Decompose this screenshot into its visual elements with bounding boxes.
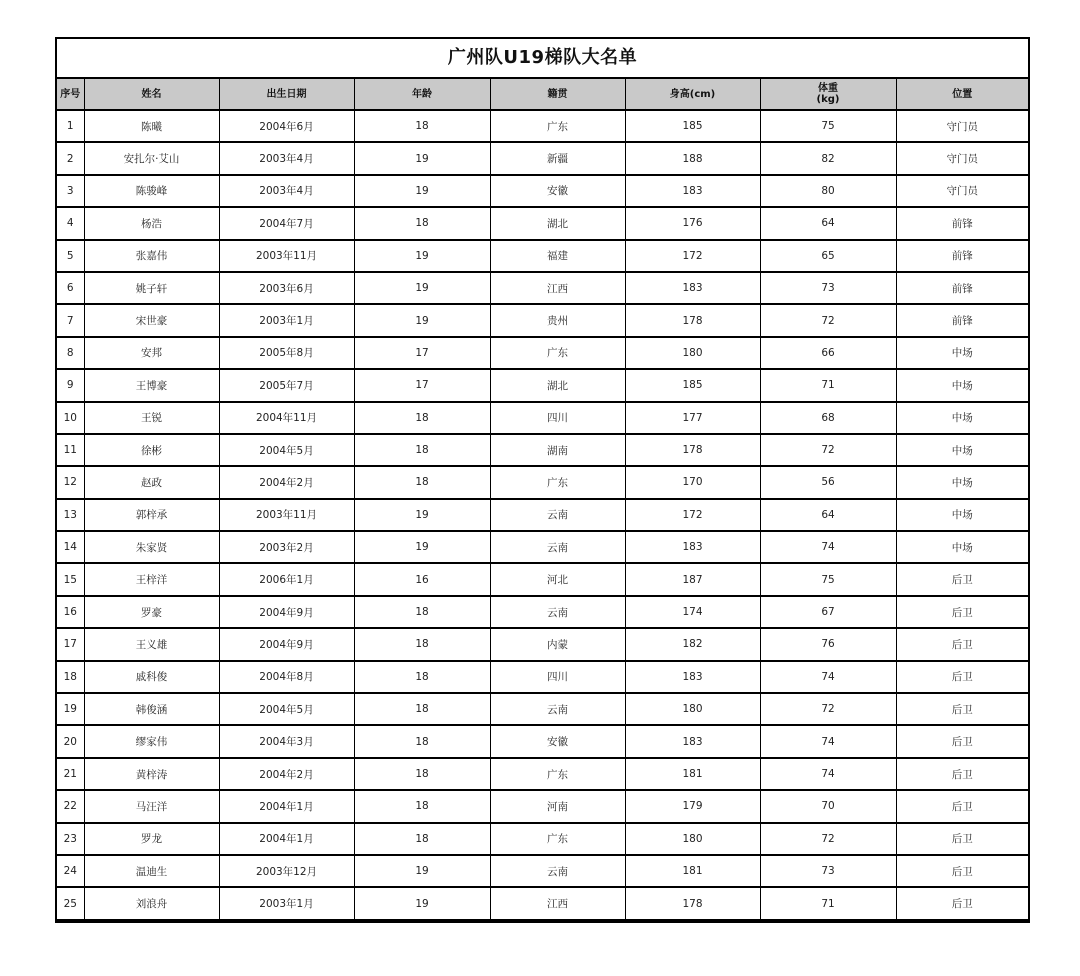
cell-height: 180: [625, 693, 760, 725]
cell-position: 后卫: [896, 887, 1028, 919]
table-row: [57, 499, 1028, 531]
cell-no: 15: [57, 563, 84, 595]
cell-weight: 74: [760, 661, 896, 693]
cell-origin: 湖北: [490, 369, 625, 401]
cell-position: 中场: [896, 369, 1028, 401]
cell-dob: 2005年7月: [219, 369, 354, 401]
cell-origin: 河北: [490, 563, 625, 595]
cell-dob: 2004年3月: [219, 725, 354, 757]
cell-weight: 75: [760, 110, 896, 142]
cell-height: 174: [625, 596, 760, 628]
cell-no: 2: [57, 142, 84, 174]
cell-no: 22: [57, 790, 84, 822]
cell-age: 19: [354, 272, 490, 304]
cell-height: 183: [625, 661, 760, 693]
cell-weight: 82: [760, 142, 896, 174]
cell-no: 20: [57, 725, 84, 757]
cell-position: 后卫: [896, 693, 1028, 725]
cell-age: 18: [354, 207, 490, 239]
cell-origin: 云南: [490, 531, 625, 563]
cell-position: 守门员: [896, 175, 1028, 207]
cell-age: 19: [354, 175, 490, 207]
table-row: [57, 758, 1028, 790]
cell-dob: 2004年6月: [219, 110, 354, 142]
cell-no: 6: [57, 272, 84, 304]
cell-origin: 新疆: [490, 142, 625, 174]
cell-position: 后卫: [896, 628, 1028, 660]
cell-weight: 75: [760, 563, 896, 595]
cell-height: 179: [625, 790, 760, 822]
table-row: [57, 855, 1028, 887]
cell-origin: 四川: [490, 661, 625, 693]
table-row: [57, 207, 1028, 239]
cell-weight: 74: [760, 758, 896, 790]
cell-age: 19: [354, 240, 490, 272]
cell-origin: 湖南: [490, 434, 625, 466]
cell-age: 17: [354, 337, 490, 369]
cell-weight: 73: [760, 272, 896, 304]
cell-weight: 67: [760, 596, 896, 628]
cell-no: 11: [57, 434, 84, 466]
cell-height: 183: [625, 175, 760, 207]
table-row: [57, 725, 1028, 757]
cell-origin: 四川: [490, 402, 625, 434]
cell-height: 177: [625, 402, 760, 434]
cell-no: 14: [57, 531, 84, 563]
cell-weight: 71: [760, 369, 896, 401]
cell-weight: 74: [760, 531, 896, 563]
cell-weight: 70: [760, 790, 896, 822]
cell-age: 18: [354, 758, 490, 790]
cell-position: 中场: [896, 499, 1028, 531]
roster-table: [57, 79, 1028, 921]
cell-weight: 56: [760, 466, 896, 498]
cell-no: 16: [57, 596, 84, 628]
cell-name: 王义雄: [84, 628, 219, 660]
cell-position: 后卫: [896, 563, 1028, 595]
cell-name: 张嘉伟: [84, 240, 219, 272]
cell-dob: 2003年6月: [219, 272, 354, 304]
cell-no: 5: [57, 240, 84, 272]
table-row: [57, 823, 1028, 855]
cell-no: 9: [57, 369, 84, 401]
column-header-dob: 出生日期: [219, 79, 354, 110]
cell-name: 陈骏峰: [84, 175, 219, 207]
cell-no: 10: [57, 402, 84, 434]
cell-origin: 安徽: [490, 725, 625, 757]
column-header-weight: [760, 79, 896, 110]
cell-no: 23: [57, 823, 84, 855]
cell-origin: 江西: [490, 887, 625, 919]
cell-age: 18: [354, 790, 490, 822]
cell-dob: 2004年2月: [219, 466, 354, 498]
cell-position: 中场: [896, 337, 1028, 369]
cell-height: 183: [625, 531, 760, 563]
cell-height: 172: [625, 499, 760, 531]
cell-name: 陈曦: [84, 110, 219, 142]
cell-height: 172: [625, 240, 760, 272]
cell-name: 王锐: [84, 402, 219, 434]
table-row: [57, 628, 1028, 660]
cell-height: 183: [625, 272, 760, 304]
cell-weight: 68: [760, 402, 896, 434]
cell-origin: 福建: [490, 240, 625, 272]
cell-height: 180: [625, 823, 760, 855]
cell-dob: 2006年1月: [219, 563, 354, 595]
cell-position: 前锋: [896, 240, 1028, 272]
cell-dob: 2003年12月: [219, 855, 354, 887]
cell-weight: 73: [760, 855, 896, 887]
table-row: [57, 596, 1028, 628]
cell-weight: 64: [760, 207, 896, 239]
cell-age: 18: [354, 434, 490, 466]
cell-origin: 广东: [490, 823, 625, 855]
cell-position: 守门员: [896, 110, 1028, 142]
cell-weight: 71: [760, 887, 896, 919]
roster-body: [57, 110, 1028, 920]
cell-name: 郭梓承: [84, 499, 219, 531]
cell-position: 后卫: [896, 790, 1028, 822]
column-header-name: 姓名: [84, 79, 219, 110]
cell-name: 朱家贤: [84, 531, 219, 563]
cell-no: 24: [57, 855, 84, 887]
cell-position: 中场: [896, 434, 1028, 466]
cell-name: 戚科俊: [84, 661, 219, 693]
cell-weight: 74: [760, 725, 896, 757]
cell-name: 王梓洋: [84, 563, 219, 595]
cell-age: 19: [354, 887, 490, 919]
table-row: [57, 887, 1028, 919]
table-row: [57, 466, 1028, 498]
cell-origin: 江西: [490, 272, 625, 304]
cell-no: 13: [57, 499, 84, 531]
table-row: [57, 142, 1028, 174]
column-header-origin: 籍贯: [490, 79, 625, 110]
cell-no: 25: [57, 887, 84, 919]
table-row: [57, 402, 1028, 434]
cell-age: 18: [354, 628, 490, 660]
cell-dob: 2003年2月: [219, 531, 354, 563]
table-row: [57, 693, 1028, 725]
cell-height: 188: [625, 142, 760, 174]
cell-name: 安邦: [84, 337, 219, 369]
cell-origin: 河南: [490, 790, 625, 822]
cell-dob: 2003年11月: [219, 240, 354, 272]
cell-age: 18: [354, 402, 490, 434]
cell-age: 19: [354, 531, 490, 563]
cell-dob: 2004年9月: [219, 628, 354, 660]
cell-position: 前锋: [896, 272, 1028, 304]
column-header-position: 位置: [896, 79, 1028, 110]
cell-position: 后卫: [896, 661, 1028, 693]
cell-no: 7: [57, 304, 84, 336]
cell-height: 178: [625, 434, 760, 466]
cell-name: 王博豪: [84, 369, 219, 401]
cell-name: 宋世豪: [84, 304, 219, 336]
cell-weight: 72: [760, 304, 896, 336]
cell-position: 中场: [896, 531, 1028, 563]
cell-weight: 66: [760, 337, 896, 369]
cell-origin: 广东: [490, 110, 625, 142]
cell-no: 18: [57, 661, 84, 693]
table-row: [57, 531, 1028, 563]
table-row: [57, 790, 1028, 822]
cell-height: 185: [625, 369, 760, 401]
cell-height: 181: [625, 758, 760, 790]
roster-sheet: [55, 37, 1030, 923]
cell-dob: 2004年2月: [219, 758, 354, 790]
table-row: [57, 563, 1028, 595]
cell-dob: 2003年4月: [219, 142, 354, 174]
cell-name: 赵政: [84, 466, 219, 498]
cell-age: 18: [354, 466, 490, 498]
cell-name: 姚子轩: [84, 272, 219, 304]
cell-dob: 2004年1月: [219, 790, 354, 822]
cell-position: 后卫: [896, 823, 1028, 855]
cell-age: 19: [354, 304, 490, 336]
page-title: 广州队U19梯队大名单: [57, 39, 1028, 79]
table-row: [57, 272, 1028, 304]
cell-dob: 2005年8月: [219, 337, 354, 369]
cell-dob: 2004年9月: [219, 596, 354, 628]
cell-origin: 云南: [490, 693, 625, 725]
cell-age: 18: [354, 596, 490, 628]
cell-name: 缪家伟: [84, 725, 219, 757]
cell-name: 杨浩: [84, 207, 219, 239]
cell-no: 21: [57, 758, 84, 790]
column-header-height: 身高(cm): [625, 79, 760, 110]
cell-position: 中场: [896, 402, 1028, 434]
table-row: [57, 304, 1028, 336]
cell-dob: 2004年5月: [219, 693, 354, 725]
cell-name: 温迪生: [84, 855, 219, 887]
cell-origin: 云南: [490, 499, 625, 531]
cell-position: 中场: [896, 466, 1028, 498]
cell-no: 1: [57, 110, 84, 142]
cell-name: 安扎尔·艾山: [84, 142, 219, 174]
cell-no: 17: [57, 628, 84, 660]
cell-height: 180: [625, 337, 760, 369]
cell-age: 19: [354, 855, 490, 887]
cell-height: 183: [625, 725, 760, 757]
cell-age: 18: [354, 661, 490, 693]
table-row: [57, 110, 1028, 142]
cell-no: 3: [57, 175, 84, 207]
cell-origin: 云南: [490, 596, 625, 628]
cell-dob: 2003年1月: [219, 887, 354, 919]
table-row: [57, 369, 1028, 401]
cell-origin: 广东: [490, 466, 625, 498]
cell-dob: 2003年1月: [219, 304, 354, 336]
cell-origin: 安徽: [490, 175, 625, 207]
cell-age: 19: [354, 142, 490, 174]
cell-position: 后卫: [896, 596, 1028, 628]
table-row: [57, 337, 1028, 369]
cell-weight: 76: [760, 628, 896, 660]
cell-weight: 72: [760, 693, 896, 725]
table-row: [57, 661, 1028, 693]
header-row: [57, 79, 1028, 110]
cell-origin: 贵州: [490, 304, 625, 336]
cell-height: 181: [625, 855, 760, 887]
cell-position: 前锋: [896, 304, 1028, 336]
cell-name: 刘浪舟: [84, 887, 219, 919]
column-header-weight-line2: (kg): [816, 94, 840, 105]
cell-origin: 广东: [490, 758, 625, 790]
cell-position: 后卫: [896, 725, 1028, 757]
cell-dob: 2004年8月: [219, 661, 354, 693]
cell-position: 后卫: [896, 855, 1028, 887]
cell-height: 182: [625, 628, 760, 660]
cell-height: 170: [625, 466, 760, 498]
cell-weight: 65: [760, 240, 896, 272]
cell-dob: 2004年5月: [219, 434, 354, 466]
cell-position: 后卫: [896, 758, 1028, 790]
cell-name: 罗豪: [84, 596, 219, 628]
cell-age: 18: [354, 693, 490, 725]
cell-no: 12: [57, 466, 84, 498]
cell-dob: 2004年7月: [219, 207, 354, 239]
cell-position: 守门员: [896, 142, 1028, 174]
cell-weight: 80: [760, 175, 896, 207]
cell-origin: 云南: [490, 855, 625, 887]
cell-age: 19: [354, 499, 490, 531]
cell-no: 19: [57, 693, 84, 725]
cell-position: 前锋: [896, 207, 1028, 239]
cell-height: 176: [625, 207, 760, 239]
column-header-no: 序号: [57, 79, 84, 110]
cell-name: 黄梓涛: [84, 758, 219, 790]
cell-dob: 2003年4月: [219, 175, 354, 207]
cell-origin: 广东: [490, 337, 625, 369]
cell-dob: 2003年11月: [219, 499, 354, 531]
cell-dob: 2004年1月: [219, 823, 354, 855]
cell-height: 185: [625, 110, 760, 142]
cell-age: 18: [354, 110, 490, 142]
cell-name: 罗龙: [84, 823, 219, 855]
cell-height: 187: [625, 563, 760, 595]
table-row: [57, 434, 1028, 466]
cell-no: 4: [57, 207, 84, 239]
cell-height: 178: [625, 304, 760, 336]
cell-dob: 2004年11月: [219, 402, 354, 434]
column-header-age: 年龄: [354, 79, 490, 110]
cell-origin: 湖北: [490, 207, 625, 239]
table-row: [57, 175, 1028, 207]
cell-age: 18: [354, 823, 490, 855]
cell-weight: 72: [760, 434, 896, 466]
cell-height: 178: [625, 887, 760, 919]
cell-name: 马汪洋: [84, 790, 219, 822]
cell-name: 徐彬: [84, 434, 219, 466]
cell-no: 8: [57, 337, 84, 369]
cell-weight: 64: [760, 499, 896, 531]
cell-weight: 72: [760, 823, 896, 855]
cell-age: 16: [354, 563, 490, 595]
column-header-weight-line1: 体重: [818, 83, 838, 94]
cell-age: 18: [354, 725, 490, 757]
cell-origin: 内蒙: [490, 628, 625, 660]
cell-age: 17: [354, 369, 490, 401]
table-row: [57, 240, 1028, 272]
cell-name: 韩俊涵: [84, 693, 219, 725]
